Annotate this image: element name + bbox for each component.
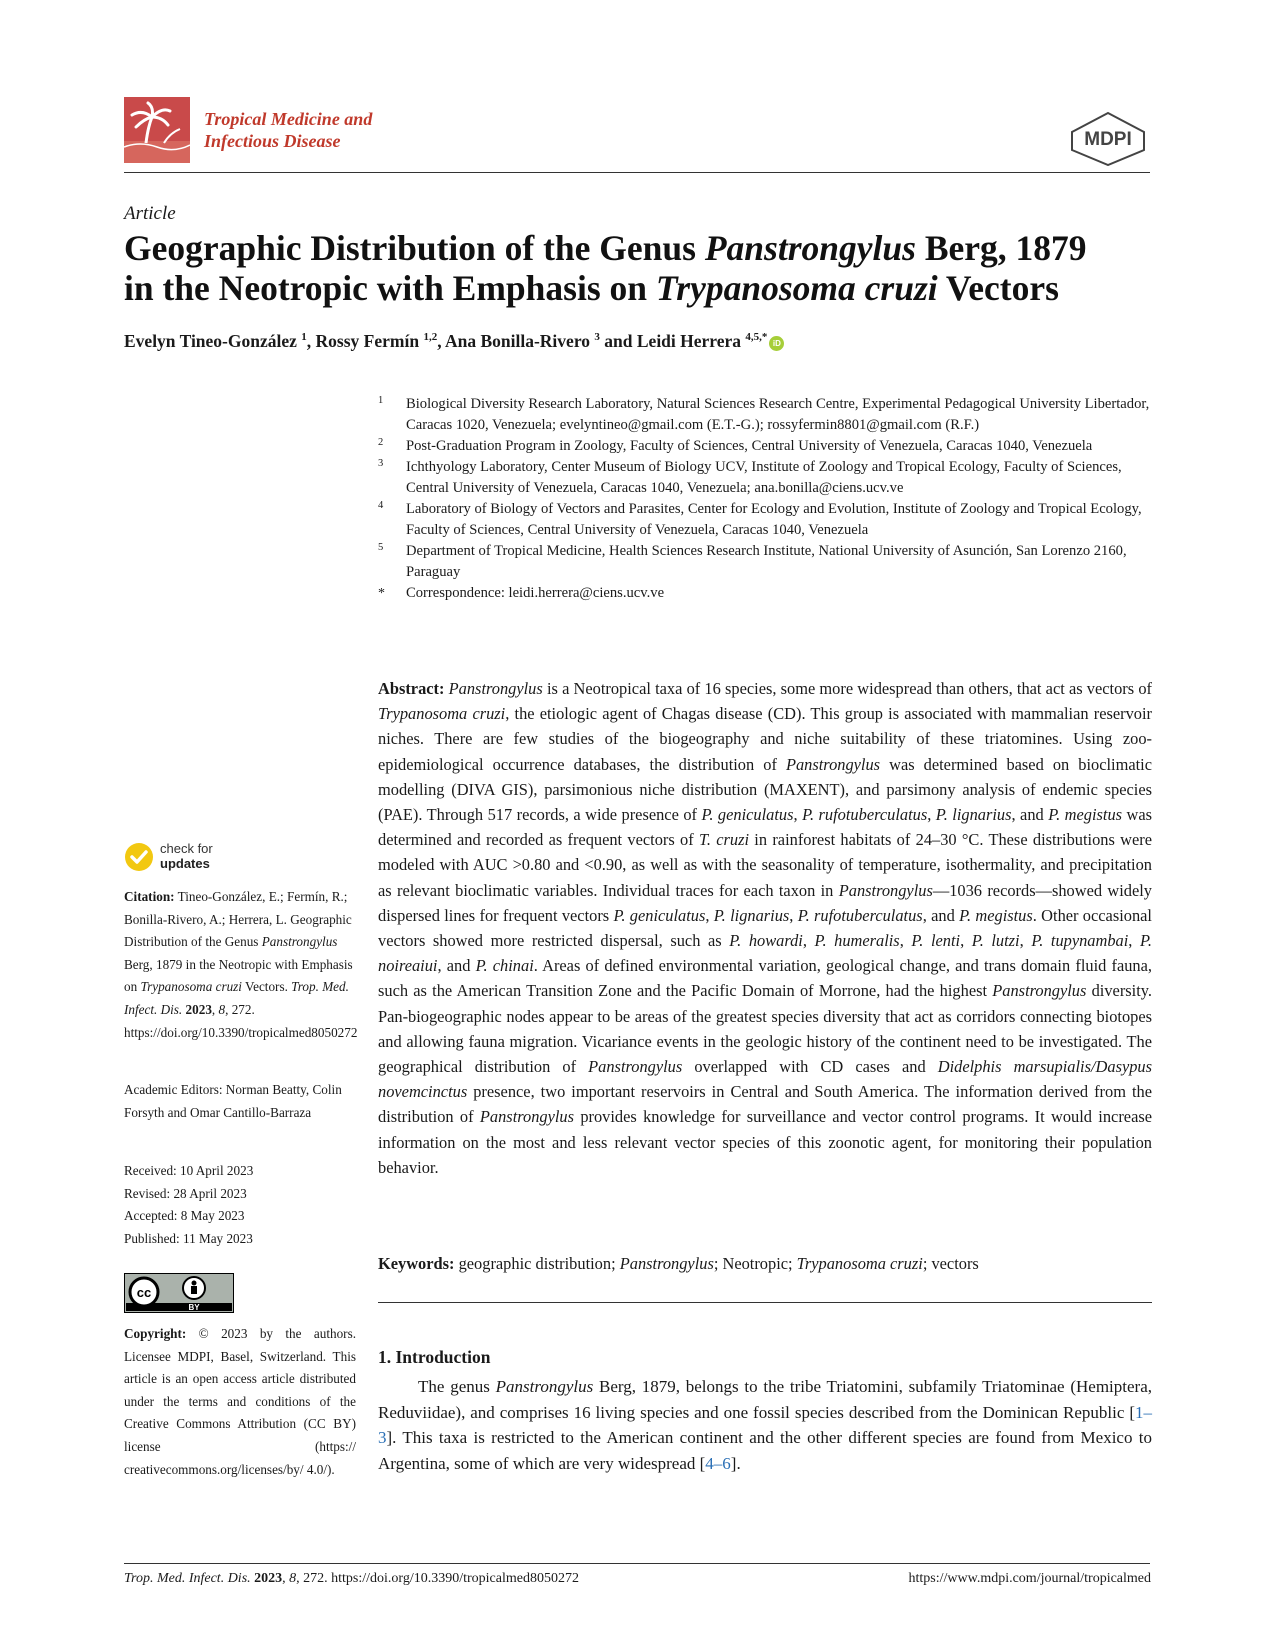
author: Ana Bonilla-Rivero $^3$ and <box>444 331 637 351</box>
footer-divider <box>124 1563 1150 1564</box>
affiliation-item: 5 Department of Tropical Medicine, Health Sciences Research Institute, National University of Asunción, San Lorenzo 2160, Paraguay <box>378 542 1127 580</box>
abstract-label: Abstract: <box>378 679 445 698</box>
affiliations <box>378 394 1153 604</box>
copyright-notice: Copyright: © 2023 by the authors. Licensee MDPI, Basel, Switzerland. This article is an open access article distributed under the terms and conditions of the Creative Commons Attribution (CC BY) license (https:// creativecommons.org/licenses/by/ 4.0/). <box>124 1326 356 1477</box>
journal-logo <box>124 97 190 163</box>
cc-icon: cc <box>136 1285 152 1300</box>
keywords-label: Keywords: <box>378 1254 455 1273</box>
abstract-divider <box>378 1302 1152 1303</box>
date-accepted: Accepted: 8 May 2023 <box>124 1208 245 1224</box>
section-paragraph: The genus Panstrongylus Berg, 1879, belongs to the tribe Triatomini, subfamily Triatominae (Hemiptera, Reduviidae), and comprises 16 living species and one fossil species described from the Dominican Republic [1–3]. This taxa is restricted to the American continent and the other different species are found from Mexico to Argentina, some of which are very widespread [4–6]. <box>378 1377 1152 1473</box>
date-revised: Revised: 28 April 2023 <box>124 1185 247 1201</box>
author: Evelyn Tineo-González $^1$, <box>124 331 316 351</box>
keywords <box>378 1251 1152 1276</box>
mdpi-logo-text: MDPI <box>1084 129 1132 150</box>
author: Leidi Herrera $^{4,5,*}$ <box>636 331 768 351</box>
reference-link[interactable]: 1–3 <box>378 1402 1152 1448</box>
footer-journal-url[interactable]: https://www.mdpi.com/journal/tropicalmed <box>908 1571 1151 1586</box>
article-title: Geographic Distribution of the Genus Panstrongylus Berg, 1879 in the Neotropic with Emphasis on Trypanosoma cruzi Vectors <box>124 228 1087 308</box>
by-icon: BY <box>188 1303 200 1312</box>
journal-name: Tropical Medicine and Infectious Disease <box>204 109 373 151</box>
mdpi-logo <box>1068 110 1148 166</box>
article-type: Article <box>124 203 176 224</box>
affiliation-item: 1 Biological Diversity Research Laboratory, Natural Sciences Research Centre, Experimental Pedagogical University Libertador, Caracas 1020, Venezuela; evelyntineo@gmail.com (E.T.-G.); rossyfermin8801@gmail.com (R.F.) <box>378 395 1150 433</box>
keywords-text: geographic distribution; Panstrongylus; Neotropic; Trypanosoma cruzi; vectors <box>454 1254 979 1273</box>
footer-citation: Trop. Med. Infect. Dis. 2023, 8, 272. https://doi.org/10.3390/tropicalmed8050272 <box>124 1571 579 1586</box>
affiliation-item: 3 Ichthyology Laboratory, Center Museum of Biology UCV, Institute of Zoology and Tropical Ecology, Faculty of Sciences, Central University of Venezuela, Caracas 1040, Venezuela; ana.bonilla@ciens.ucv.ve <box>378 458 1122 496</box>
correspondence: * Correspondence: leidi.herrera@ciens.ucv.ve <box>378 585 665 601</box>
date-published: Published: 11 May 2023 <box>124 1230 253 1246</box>
header-divider <box>124 172 1150 173</box>
citation-block: Citation: Tineo-González, E.; Fermín, R.; Bonilla-Rivero, A.; Herrera, L. Geographic Distribution of the Genus Panstrongylus Berg, 1879 in the Neotropic with Emphasis on Trypanosoma cruzi Vectors. Trop. Med. Infect. Dis. 2023, 8, 272. https://doi.org/10.3390/tropicalmed8050272 <box>124 889 358 1040</box>
orcid-icon[interactable]: iD <box>769 336 784 351</box>
affiliation-item: 4 Laboratory of Biology of Vectors and Parasites, Center for Ecology and Evolution, Institute of Zoology and Tropical Ecology, Faculty of Sciences, Central University of Venezuela, Caracas 1040, Venezuela <box>378 500 1142 538</box>
check-for-updates-badge[interactable]: check for updates <box>124 840 264 876</box>
date-received: Received: 10 April 2023 <box>124 1163 254 1178</box>
academic-editors: Academic Editors: Norman Beatty, Colin Forsyth and Omar Cantillo-Barraza <box>124 1082 342 1120</box>
abstract-text: Panstrongylus is a Neotropical taxa of 16 species, some more widespread than others, that act as vectors of Trypanosoma cruzi, the etiologic agent of Chagas disease (CD). This group is associated with mammalian reservoir niches. There are few studies of the biogeography and niche suitability of these triatomines. Using zoo-epidemiological occurrence databases, the distribution of Panstrongylus was determined based on bioclimatic modelling (DIVA GIS), parsimonious niche distribution (MAXENT), and parsimony analysis of endemic species (PAE). Through 517 records, a wide presence of P. geniculatus, P. rufotuberculatus, P. lignarius, and P. megistus was determined and recorded as frequent vectors of T. cruzi in rainforest habitats of 24–30 °C. These distributions were modeled with AUC >0.80 and <0.90, as well as with the seasonality of temperature, isothermality, and precipitation as relevant bioclimatic variables. Individual traces for each taxon in Panstrongylus—1036 records—showed widely dispersed lines for frequent vectors P. geniculatus, P. lignarius, P. rufotuberculatus, and P. megistus. Other occasional vectors showed more restricted dispersal, such as P. howardi, P. humeralis, P. lenti, P. lutzi, P. tupynambai, P. noireaiui, and P. chinai. Areas of defined environmental variation, geological change, and trans domain fluid fauna, such as the American Transition Zone and the Pacific Domain of Morrone, had the highest Panstrongylus diversity. Pan-biogeographic nodes appear to be areas of the greatest species diversity that act as corridors connecting biotopes and allowing fauna migration. Vicariance events in the geologic history of the continent need to be investigated. The geographical distribution of Panstrongylus overlapped with CD cases and Didelphis marsupialis/Dasypus novemcinctus presence, two important reservoirs in Central and South America. The information derived from the distribution of Panstrongylus provides knowledge for surveillance and vector control programs. It would increase information on the most and less relevant vector species of this zoonotic agent, for monitoring their population behavior. <box>378 679 1153 1177</box>
cc-by-license-badge[interactable] <box>124 1273 234 1313</box>
check-updates-icon <box>124 842 154 872</box>
abstract <box>378 676 1152 1180</box>
publication-dates <box>124 1160 356 1250</box>
author-list <box>124 331 1164 352</box>
affiliation-item: 2 Post-Graduation Program in Zoology, Faculty of Sciences, Central University of Venezuela, Caracas 1040, Venezuela <box>378 437 1093 454</box>
reference-link[interactable]: 4–6 <box>705 1453 731 1473</box>
author: Rossy Fermín $^{1,2}$, <box>315 331 445 351</box>
section-heading: 1. Introduction <box>378 1347 491 1367</box>
